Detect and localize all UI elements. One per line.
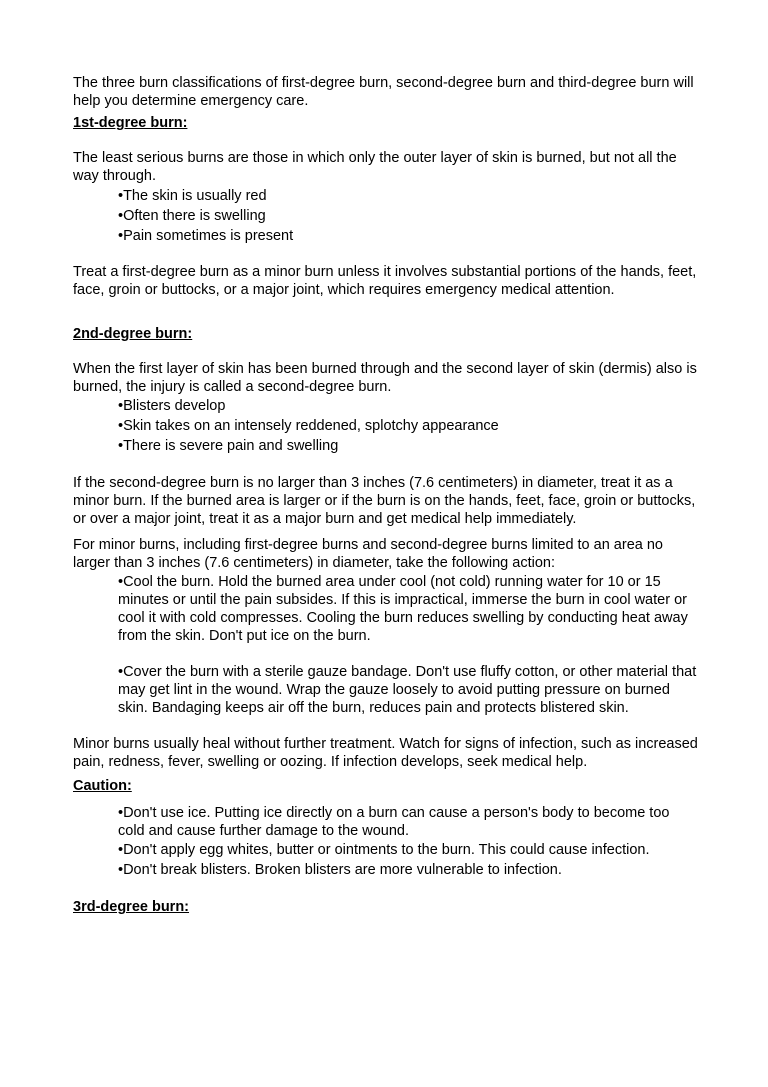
bullet-icon: • bbox=[118, 228, 124, 244]
bullet-icon: • bbox=[118, 664, 124, 680]
second-degree-treatment: If the second-degree burn is no larger than 3 inches (7.6 centimeters) in diameter, treat it as a minor burn. If the burned area is larger or if the burn is on the hands, feet, face, groin or buttocks, or over a major joint, treat it as a major burn and get medical help immediately. bbox=[73, 475, 696, 527]
first-degree-description: The least serious burns are those in which only the outer layer of skin is burned, but not all the way through. bbox=[73, 150, 677, 184]
minor-burns-healing: Minor burns usually heal without further treatment. Watch for signs of infection, such as increased pain, redness, fever, swelling or oozing. If infection develops, seek medical help. bbox=[73, 736, 698, 770]
bullet-icon: • bbox=[118, 574, 124, 590]
bullet-icon: • bbox=[118, 805, 124, 821]
bullet-icon: • bbox=[118, 418, 124, 434]
bullet-icon: • bbox=[118, 188, 124, 204]
first-degree-bullets bbox=[73, 186, 698, 246]
intro-paragraph: The three burn classifications of first-degree burn, second-degree burn and third-degree burn will help you determine emergency care. bbox=[73, 75, 694, 109]
list-item: •Don't use ice. Putting ice directly on a burn can cause a person's body to become too cold and cause further damage to the wound. bbox=[118, 805, 670, 839]
caution-heading: Caution: bbox=[73, 778, 132, 794]
second-degree-bullets bbox=[73, 396, 698, 456]
list-item: •Cool the burn. Hold the burned area under cool (not cold) running water for 10 or 15 minutes or until the pain subsides. If this is impractical, immerse the burn in cool water or cool it with cold compresses. Cooling the burn reduces swelling by conducting heat away from the skin. Don't put ice on the burn. bbox=[118, 574, 688, 644]
minor-burns-intro: For minor burns, including first-degree burns and second-degree burns limited to an area no larger than 3 inches (7.6 centimeters) in diameter, take the following action: bbox=[73, 537, 663, 571]
bullet-icon: • bbox=[118, 862, 124, 878]
bullet-icon: • bbox=[118, 842, 124, 858]
second-degree-heading: 2nd-degree burn: bbox=[73, 326, 193, 342]
list-item: •Pain sometimes is present bbox=[118, 228, 294, 244]
list-item: •There is severe pain and swelling bbox=[118, 438, 339, 454]
list-item: •Don't apply egg whites, butter or ointments to the burn. This could cause infection. bbox=[118, 842, 650, 858]
list-item: •Cover the burn with a sterile gauze bandage. Don't use fluffy cotton, or other material that may get lint in the wound. Wrap the gauze loosely to avoid putting pressure on burned skin. Bandaging keeps air off the burn, reduces pain and protects blistered skin. bbox=[118, 664, 697, 716]
second-degree-description: When the first layer of skin has been burned through and the second layer of skin (dermis) also is burned, the injury is called a second-degree burn. bbox=[73, 361, 697, 395]
caution-bullets bbox=[73, 804, 698, 880]
list-item: •Don't break blisters. Broken blisters are more vulnerable to infection. bbox=[118, 862, 562, 878]
list-item: •The skin is usually red bbox=[118, 188, 267, 204]
first-degree-heading: 1st-degree burn: bbox=[73, 115, 188, 131]
list-item: •Skin takes on an intensely reddened, splotchy appearance bbox=[118, 418, 499, 434]
document-content bbox=[73, 74, 698, 916]
bullet-icon: • bbox=[118, 398, 124, 414]
first-degree-treatment: Treat a first-degree burn as a minor burn unless it involves substantial portions of the hands, feet, face, groin or buttocks, or a major joint, which requires emergency medical attention. bbox=[73, 264, 697, 298]
list-item: •Often there is swelling bbox=[118, 208, 266, 224]
bullet-icon: • bbox=[118, 208, 124, 224]
list-item: •Blisters develop bbox=[118, 398, 226, 414]
bullet-icon: • bbox=[118, 438, 124, 454]
minor-burns-actions bbox=[73, 573, 698, 717]
third-degree-heading: 3rd-degree burn: bbox=[73, 899, 190, 915]
